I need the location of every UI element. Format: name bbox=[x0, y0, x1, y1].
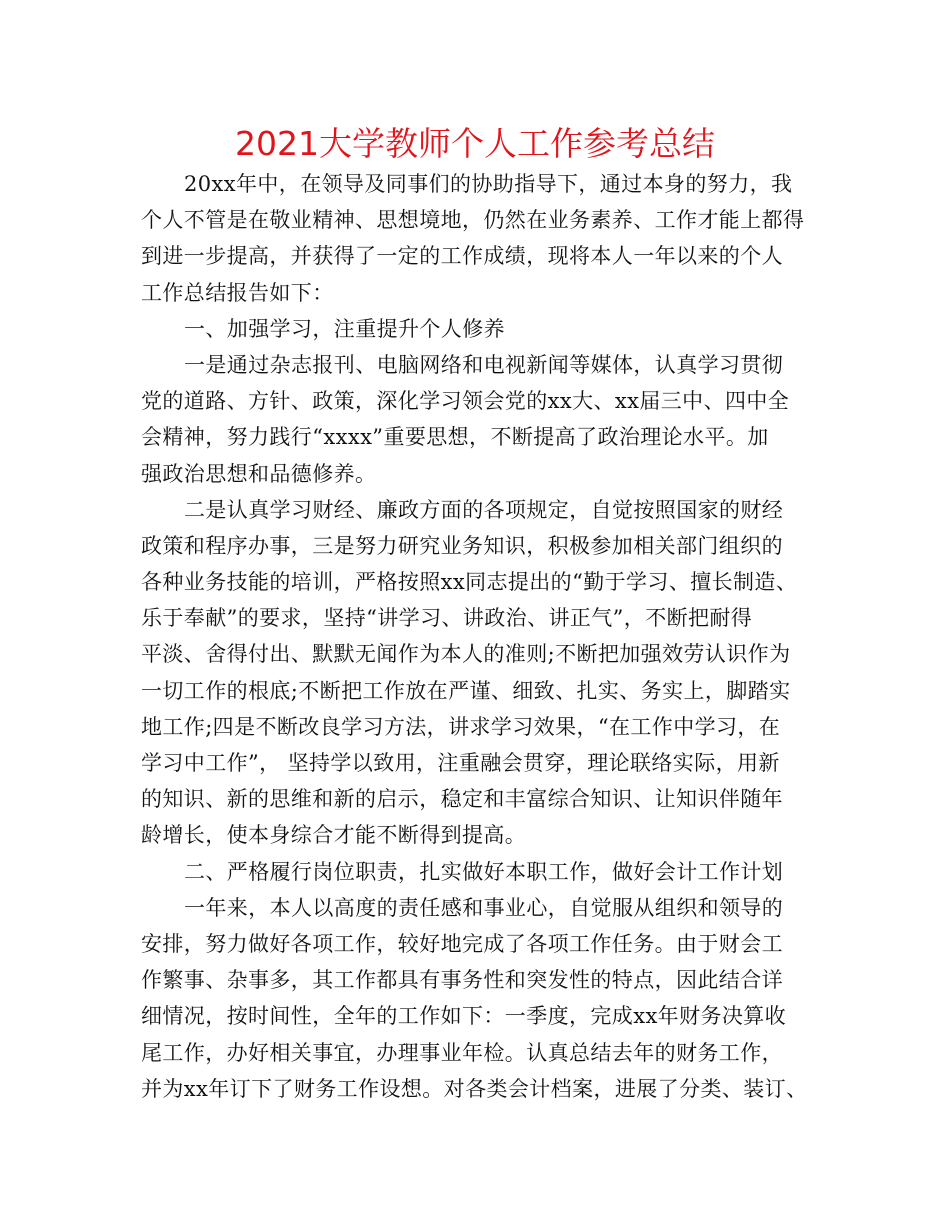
body-text-line: 平淡、舍得付出、默默无闻作为本人的准则;不断把加强效劳认识作为 bbox=[141, 642, 791, 667]
body-text-line: 并为xx年订下了财务工作设想。对各类会计档案，进展了分类、装订、 bbox=[141, 1076, 808, 1101]
body-text-line: 党的道路、方针、政策，深化学习领会党的xx大、xx届三中、四中全 bbox=[141, 389, 790, 414]
body-text-line: 的知识、新的思维和新的启示，稳定和丰富综合知识、让知识伴随年 bbox=[141, 787, 783, 812]
body-text-line: 乐于奉献”的要求，坚持“讲学习、讲政治、讲正气”，不断把耐得 bbox=[141, 606, 753, 631]
body-text-line: 强政治思想和品德修养。 bbox=[141, 461, 377, 486]
body-text-line: 到进一步提高，并获得了一定的工作成绩，现将本人一年以来的个人 bbox=[141, 244, 783, 269]
body-text-line: 安排，努力做好各项工作，较好地完成了各项工作任务。由于财会工 bbox=[141, 931, 783, 956]
body-text-line: 地工作;四是不断改良学习方法，讲求学习效果，“在工作中学习，在 bbox=[141, 714, 781, 739]
body-text-line: 会精神，努力践行“xxxx”重要思想，不断提高了政治理论水平。加 bbox=[141, 425, 769, 450]
body-text-line: 二、严格履行岗位职责，扎实做好本职工作，做好会计工作计划 bbox=[184, 859, 784, 884]
body-text-line: 一是通过杂志报刊、电脑网络和电视新闻等媒体，认真学习贯彻 bbox=[184, 352, 784, 377]
body-text-line: 尾工作，办好相关事宜，办理事业年检。认真总结去年的财务工作， bbox=[141, 1040, 783, 1065]
body-text-line: 一、加强学习，注重提升个人修养 bbox=[184, 316, 505, 341]
document-body bbox=[141, 166, 821, 1107]
body-text-line: 一切工作的根底;不断把工作放在严谨、细致、扎实、务实上，脚踏实 bbox=[141, 678, 791, 703]
body-text-line: 一年来，本人以高度的责任感和事业心，自觉服从组织和领导的 bbox=[184, 895, 784, 920]
body-text-line: 作繁事、杂事多，其工作都具有事务性和突发性的特点，因此结合详 bbox=[141, 968, 783, 993]
body-text-line: 各种业务技能的培训，严格按照xx同志提出的“勤于学习、擅长制造、 bbox=[141, 570, 798, 595]
body-text-line: 工作总结报告如下： bbox=[141, 280, 334, 305]
body-text-line: 20xx年中，在领导及同事们的协助指导下，通过本身的努力，我 bbox=[184, 172, 793, 196]
body-text-line: 政策和程序办事，三是努力研究业务知识，积极参加相关部门组织的 bbox=[141, 533, 783, 558]
body-text-line: 个人不管是在敬业精神、思想境地，仍然在业务素养、工作才能上都得 bbox=[141, 208, 805, 233]
body-text-line: 龄增长，使本身综合才能不断得到提高。 bbox=[141, 823, 527, 848]
body-text-line: 学习中工作”， 坚持学以致用，注重融会贯穿，理论联络实际，用新 bbox=[141, 751, 780, 775]
page-title: 2021大学教师个人工作参考总结 bbox=[235, 124, 715, 163]
body-text-line: 二是认真学习财经、廉政方面的各项规定，自觉按照国家的财经 bbox=[184, 497, 784, 522]
body-text-line: 细情况，按时间性，全年的工作如下：一季度，完成xx年财务决算收 bbox=[141, 1004, 787, 1029]
